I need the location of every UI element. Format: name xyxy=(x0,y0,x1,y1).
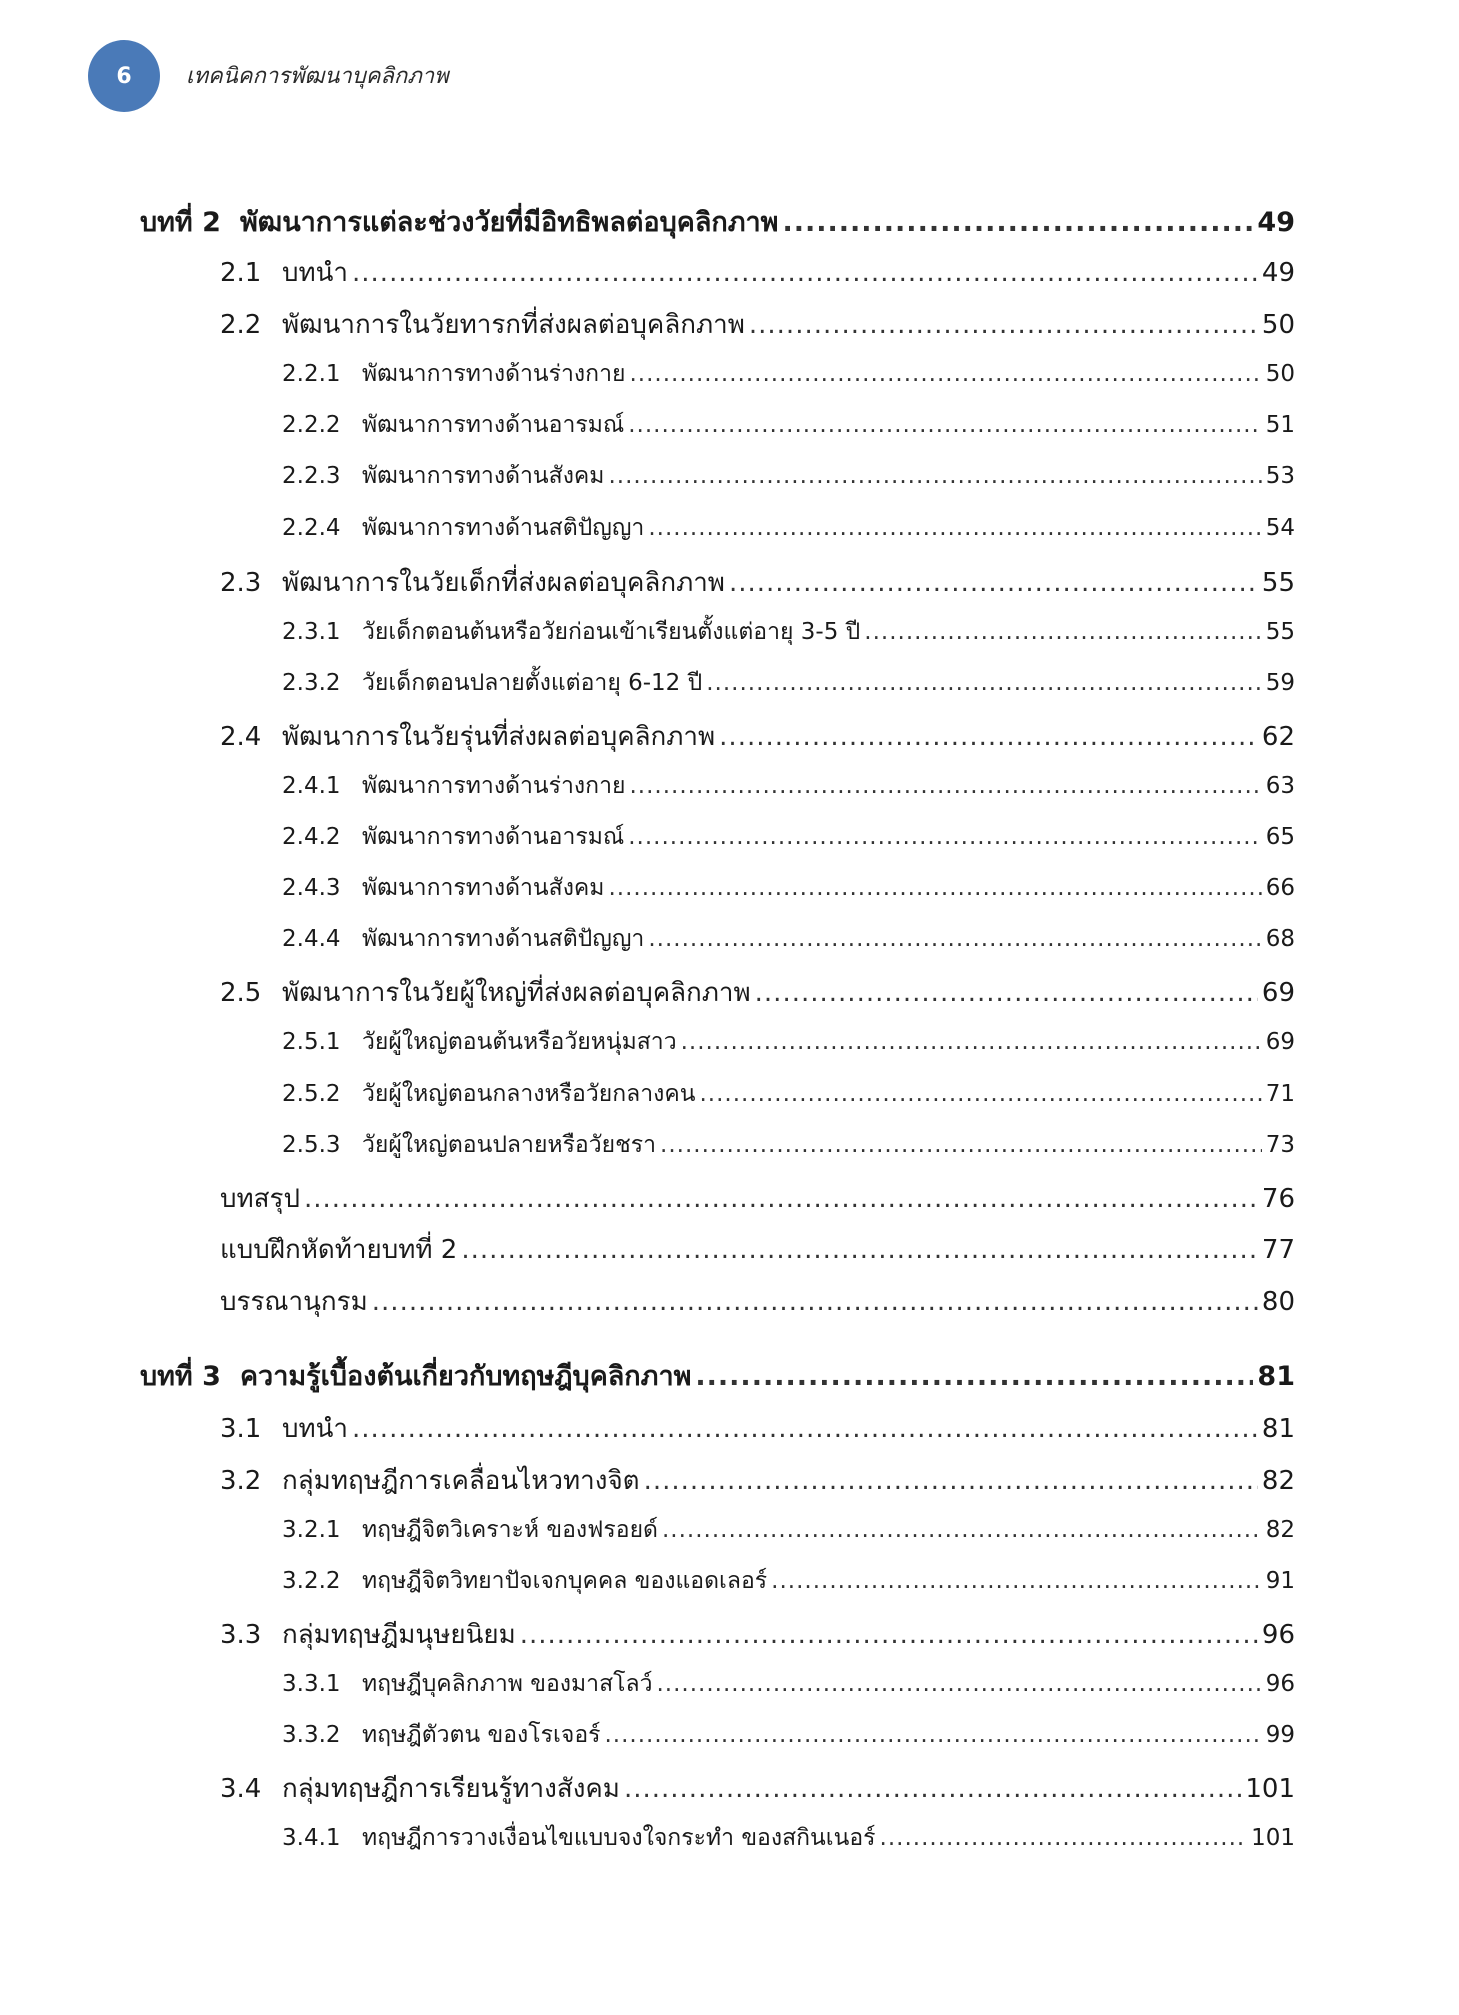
toc-entry-number: 2.3 xyxy=(220,568,262,598)
toc-entry-title: กลุ่มทฤษฎีการเคลื่อนไหวทางจิต xyxy=(282,1466,640,1496)
dot-leader xyxy=(461,1235,1258,1265)
toc-row xyxy=(282,458,1295,494)
toc-row xyxy=(282,510,1295,546)
toc-entry-page: 81 xyxy=(1257,1361,1295,1392)
toc-entry-page: 77 xyxy=(1261,1235,1295,1265)
toc-row xyxy=(282,870,1295,906)
toc-entry-title: ทฤษฎีตัวตน ของโรเจอร์ xyxy=(362,1722,601,1748)
dot-leader xyxy=(657,1671,1262,1697)
toc-entry-number: 2.4.3 xyxy=(282,875,341,901)
toc-chapter-row xyxy=(140,1354,1295,1397)
toc-entry-number: 3.2.1 xyxy=(282,1517,341,1543)
toc-entry-page: 54 xyxy=(1265,515,1295,541)
dot-leader xyxy=(605,1722,1262,1748)
toc-entry-page: 82 xyxy=(1265,1517,1295,1543)
toc-entry-title: วัยเด็กตอนปลายตั้งแต่อายุ 6-12 ปี xyxy=(362,670,703,696)
toc-entry-title: กลุ่มทฤษฎีมนุษยนิยม xyxy=(282,1620,516,1650)
toc-entry-page: 76 xyxy=(1261,1184,1295,1214)
toc-entry-number: 3.2 xyxy=(220,1466,262,1496)
toc-entry-title: ทฤษฎีจิตวิเคราะห์ ของฟรอยด์ xyxy=(362,1517,658,1543)
toc-entry-page: 99 xyxy=(1265,1722,1295,1748)
toc-entry-title: วัยผู้ใหญ่ตอนปลายหรือวัยชรา xyxy=(362,1132,657,1158)
toc-entry-title: พัฒนาการทางด้านสังคม xyxy=(362,463,605,489)
toc-entry-number: 2.1 xyxy=(220,258,262,288)
dot-leader xyxy=(608,463,1261,489)
toc-row xyxy=(220,972,1295,1013)
dot-leader xyxy=(624,1774,1241,1804)
toc-entry-number: 2.3.1 xyxy=(282,619,341,645)
toc-entry-page: 73 xyxy=(1265,1132,1295,1158)
toc-entry-number: บทที่ 2 xyxy=(140,207,221,238)
dot-leader xyxy=(520,1620,1258,1650)
toc-entry-number: 2.4.2 xyxy=(282,824,341,850)
toc-entry-title: วัยเด็กตอนต้นหรือวัยก่อนเข้าเรียนตั้งแต่อายุ 3-5 ปี xyxy=(362,619,861,645)
dot-leader xyxy=(608,875,1261,901)
toc-entry-number: 2.4 xyxy=(220,722,262,752)
dot-leader xyxy=(648,926,1261,952)
toc-entry-title: พัฒนาการในวัยผู้ใหญ่ที่ส่งผลต่อบุคลิกภาพ xyxy=(282,978,751,1008)
toc-entry-page: 69 xyxy=(1261,978,1295,1008)
toc-row xyxy=(282,1563,1295,1599)
toc-entry-number: บทที่ 3 xyxy=(140,1361,221,1392)
toc-row xyxy=(220,1460,1295,1501)
page-number-badge xyxy=(88,40,160,112)
toc-row xyxy=(282,768,1295,804)
page-number: 6 xyxy=(116,63,132,89)
toc-entry-title: กลุ่มทฤษฎีการเรียนรู้ทางสังคม xyxy=(282,1774,620,1804)
toc-entry-page: 82 xyxy=(1261,1466,1295,1496)
toc-row xyxy=(282,921,1295,957)
dot-leader xyxy=(644,1466,1258,1496)
dot-leader xyxy=(719,722,1258,752)
dot-leader xyxy=(700,1081,1262,1107)
toc-entry-page: 50 xyxy=(1261,310,1295,340)
toc-row xyxy=(220,1281,1295,1322)
toc-entry-title: พัฒนาการทางด้านร่างกาย xyxy=(362,361,626,387)
toc-entry-page: 91 xyxy=(1265,1568,1295,1594)
toc-entry-title: บทสรุป xyxy=(220,1184,300,1214)
toc-entry-number: 2.5 xyxy=(220,978,262,1008)
toc-entry-number: 3.3 xyxy=(220,1620,262,1650)
toc-entry-page: 49 xyxy=(1257,207,1295,238)
running-header: เทคนิคการพัฒนาบุคลิกภาพ xyxy=(186,64,449,89)
toc-row xyxy=(282,1666,1295,1702)
toc-entry-title: ทฤษฎีบุคลิกภาพ ของมาสโลว์ xyxy=(362,1671,653,1697)
toc-entry-page: 51 xyxy=(1265,412,1295,438)
toc-entry-page: 55 xyxy=(1265,619,1295,645)
dot-leader xyxy=(880,1825,1248,1851)
toc-entry-title: วัยผู้ใหญ่ตอนต้นหรือวัยหนุ่มสาว xyxy=(362,1029,677,1055)
toc-entry-number: 3.4 xyxy=(220,1774,262,1804)
toc-entry-number: 2.2.4 xyxy=(282,515,341,541)
toc-entry-number: 2.5.3 xyxy=(282,1132,341,1158)
toc-entry-page: 62 xyxy=(1261,722,1295,752)
toc-entry-number: 2.2.2 xyxy=(282,412,341,438)
dot-leader xyxy=(648,515,1261,541)
toc-entry-title: แบบฝึกหัดท้ายบทที่ 2 xyxy=(220,1235,458,1265)
toc-entry-page: 55 xyxy=(1261,568,1295,598)
toc-row xyxy=(220,304,1295,345)
dot-leader xyxy=(864,619,1261,645)
toc-entry-page: 65 xyxy=(1265,824,1295,850)
dot-leader xyxy=(629,773,1261,799)
toc-entry-title: บทนำ xyxy=(282,1414,349,1444)
toc-entry-title: ทฤษฎีจิตวิทยาปัจเจกบุคคล ของแอดเลอร์ xyxy=(362,1568,768,1594)
toc-entry-page: 71 xyxy=(1265,1081,1295,1107)
toc-entry-page: 80 xyxy=(1261,1287,1295,1317)
toc-entry-page: 50 xyxy=(1265,361,1295,387)
toc-entry-number: 2.2 xyxy=(220,310,262,340)
toc-entry-number: 3.3.1 xyxy=(282,1671,341,1697)
toc-entry-title: พัฒนาการในวัยเด็กที่ส่งผลต่อบุคลิกภาพ xyxy=(282,568,725,598)
dot-leader xyxy=(660,1132,1262,1158)
toc-entry-title: ความรู้เบื้องต้นเกี่ยวกับทฤษฎีบุคลิกภาพ xyxy=(240,1361,692,1392)
toc-entry-title: พัฒนาการทางด้านอารมณ์ xyxy=(362,412,625,438)
toc-row xyxy=(220,1229,1295,1270)
toc-row xyxy=(282,1076,1295,1112)
toc-row xyxy=(282,614,1295,650)
toc-row xyxy=(220,1178,1295,1219)
toc-entry-number: 2.5.1 xyxy=(282,1029,341,1055)
toc-entry-page: 68 xyxy=(1265,926,1295,952)
toc-entry-page: 81 xyxy=(1261,1414,1295,1444)
toc-entry-number: 3.3.2 xyxy=(282,1722,341,1748)
toc-entry-number: 2.5.2 xyxy=(282,1081,341,1107)
toc-entry-number: 3.4.1 xyxy=(282,1825,341,1851)
dot-leader xyxy=(706,670,1261,696)
toc-entry-number: 2.2.1 xyxy=(282,361,341,387)
toc-entry-title: วัยผู้ใหญ่ตอนกลางหรือวัยกลางคน xyxy=(362,1081,696,1107)
toc-entry-title: บรรณานุกรม xyxy=(220,1287,368,1317)
dot-leader xyxy=(304,1184,1258,1214)
dot-leader xyxy=(628,824,1261,850)
toc-entry-title: ทฤษฎีการวางเงื่อนไขแบบจงใจกระทำ ของสกินเนอร์ xyxy=(362,1825,876,1851)
toc-entry-page: 96 xyxy=(1261,1620,1295,1650)
toc-row xyxy=(282,665,1295,701)
toc-entry-number: 3.2.2 xyxy=(282,1568,341,1594)
dot-leader xyxy=(681,1029,1262,1055)
toc-entry-page: 49 xyxy=(1261,258,1295,288)
toc-row xyxy=(282,819,1295,855)
toc-row xyxy=(282,1717,1295,1753)
toc-row xyxy=(282,407,1295,443)
toc-row xyxy=(282,1024,1295,1060)
toc-row xyxy=(220,562,1295,603)
toc-row xyxy=(220,1408,1295,1449)
toc-entry-title: บทนำ xyxy=(282,258,349,288)
toc-entry-title: พัฒนาการทางด้านสติปัญญา xyxy=(362,926,645,952)
dot-leader xyxy=(755,978,1258,1008)
toc-entry-page: 66 xyxy=(1265,875,1295,901)
toc-row xyxy=(282,356,1295,392)
toc-row xyxy=(282,1820,1295,1856)
dot-leader xyxy=(352,1414,1258,1444)
toc-entry-number: 2.3.2 xyxy=(282,670,341,696)
dot-leader xyxy=(749,310,1258,340)
dot-leader xyxy=(695,1361,1253,1392)
toc-row xyxy=(220,1768,1295,1809)
toc-entry-page: 96 xyxy=(1265,1671,1295,1697)
toc-entry-number: 3.1 xyxy=(220,1414,262,1444)
toc-entry-page: 101 xyxy=(1245,1774,1295,1804)
toc-entry-title: พัฒนาการในวัยรุ่นที่ส่งผลต่อบุคลิกภาพ xyxy=(282,722,716,752)
toc-entry-page: 53 xyxy=(1265,463,1295,489)
dot-leader xyxy=(629,361,1261,387)
toc-entry-title: พัฒนาการในวัยทารกที่ส่งผลต่อบุคลิกภาพ xyxy=(282,310,745,340)
toc-entry-page: 101 xyxy=(1251,1825,1295,1851)
toc-entry-title: พัฒนาการแต่ละช่วงวัยที่มีอิทธิพลต่อบุคลิกภาพ xyxy=(240,207,779,238)
toc-row xyxy=(220,1614,1295,1655)
dot-leader xyxy=(782,207,1253,238)
dot-leader xyxy=(771,1568,1262,1594)
dot-leader xyxy=(352,258,1258,288)
toc-row xyxy=(282,1127,1295,1163)
toc-entry-title: พัฒนาการทางด้านร่างกาย xyxy=(362,773,626,799)
toc-entry-number: 2.4.4 xyxy=(282,926,341,952)
dot-leader xyxy=(628,412,1261,438)
toc-row xyxy=(282,1512,1295,1548)
dot-leader xyxy=(372,1287,1258,1317)
toc-row xyxy=(220,716,1295,757)
dot-leader xyxy=(662,1517,1262,1543)
toc-entry-page: 69 xyxy=(1265,1029,1295,1055)
dot-leader xyxy=(729,568,1258,598)
toc-entry-number: 2.4.1 xyxy=(282,773,341,799)
toc-chapter-row xyxy=(140,200,1295,243)
toc-entry-number: 2.2.3 xyxy=(282,463,341,489)
toc-entry-title: พัฒนาการทางด้านอารมณ์ xyxy=(362,824,625,850)
toc-entry-title: พัฒนาการทางด้านสังคม xyxy=(362,875,605,901)
toc-entry-page: 59 xyxy=(1265,670,1295,696)
toc-entry-page: 63 xyxy=(1265,773,1295,799)
toc-row xyxy=(220,252,1295,293)
toc-entry-title: พัฒนาการทางด้านสติปัญญา xyxy=(362,515,645,541)
